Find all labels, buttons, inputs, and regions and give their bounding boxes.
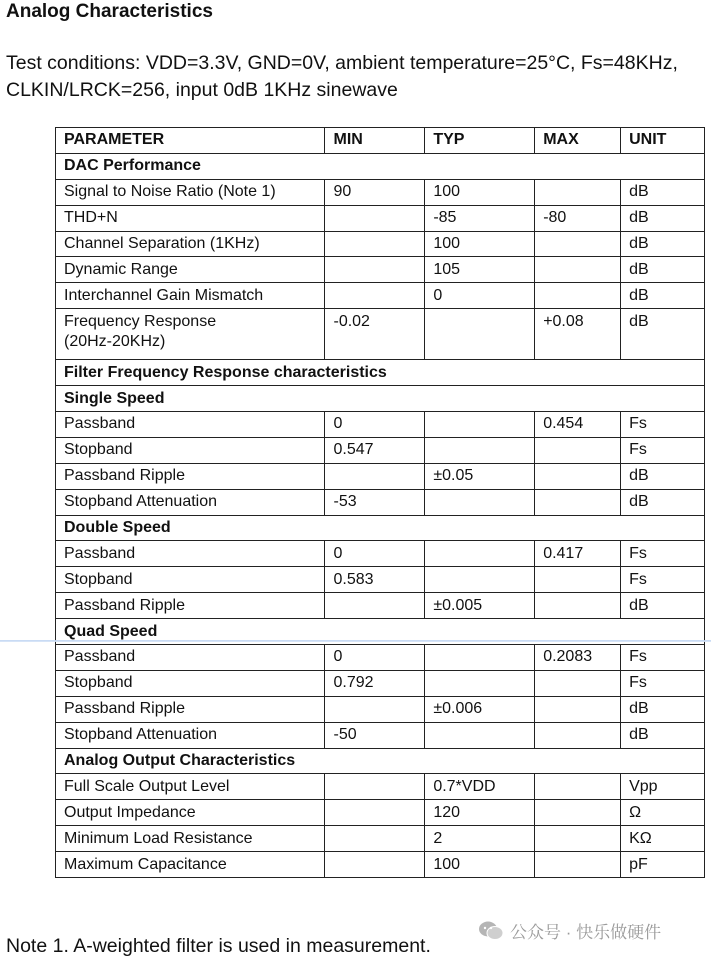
table-row [56, 283, 705, 309]
cell-min [325, 696, 425, 722]
cell-min [325, 852, 425, 878]
cell-unit: Fs [621, 645, 705, 671]
test-conditions: Test conditions: VDD=3.3V, GND=0V, ambient temperature=25°C, Fs=48KHz, CLKIN/LRCK=256, input 0dB 1KHz sinewave [6, 52, 678, 101]
cell-parameter: Passband [56, 645, 325, 671]
cell-typ [425, 722, 535, 748]
cell-max [535, 179, 621, 205]
cell-typ: -85 [425, 205, 535, 231]
cell-parameter: Passband [56, 412, 325, 438]
cell-parameter: Stopband Attenuation [56, 489, 325, 515]
cell-parameter: Stopband [56, 670, 325, 696]
cell-typ: ±0.006 [425, 696, 535, 722]
cell-max [535, 463, 621, 489]
cell-max [535, 567, 621, 593]
table-row [56, 205, 705, 231]
cell-unit: dB [621, 489, 705, 515]
cell-max [535, 257, 621, 283]
cell-unit: Vpp [621, 774, 705, 800]
cell-unit: dB [621, 722, 705, 748]
cell-unit: dB [621, 696, 705, 722]
cell-min: 0 [325, 645, 425, 671]
cell-unit: dB [621, 463, 705, 489]
cell-max: +0.08 [535, 309, 621, 360]
watermark-text: 公众号 · 快乐做硬件 [510, 923, 662, 942]
table-row [56, 852, 705, 878]
section-row [56, 153, 705, 179]
cell-parameter: Passband [56, 541, 325, 567]
cell-max [535, 774, 621, 800]
cell-max: 0.417 [535, 541, 621, 567]
cell-parameter: Output Impedance [56, 800, 325, 826]
section-row [56, 515, 705, 541]
cell-min [325, 231, 425, 257]
table-header-row [56, 128, 705, 154]
cell-unit: Fs [621, 670, 705, 696]
cell-min: 0.583 [325, 567, 425, 593]
cell-typ: 2 [425, 826, 535, 852]
cell-typ [425, 670, 535, 696]
cell-parameter: Dynamic Range [56, 257, 325, 283]
table-row [56, 593, 705, 619]
table-row [56, 437, 705, 463]
cell-unit: Fs [621, 541, 705, 567]
divider-line [0, 640, 711, 642]
table-row [56, 463, 705, 489]
cell-min [325, 283, 425, 309]
cell-min [325, 205, 425, 231]
cell-typ [425, 489, 535, 515]
table-row [56, 645, 705, 671]
section-row [56, 386, 705, 412]
cell-max [535, 696, 621, 722]
cell-max: -80 [535, 205, 621, 231]
table-row [56, 670, 705, 696]
cell-min [325, 257, 425, 283]
cell-max [535, 800, 621, 826]
header-max: MAX [535, 128, 621, 154]
cell-min: -53 [325, 489, 425, 515]
section-title: Quad Speed [56, 619, 705, 645]
analog-characteristics-table [55, 127, 705, 878]
cell-max: 0.2083 [535, 645, 621, 671]
cell-parameter: Stopband Attenuation [56, 722, 325, 748]
header-parameter: PARAMETER [56, 128, 325, 154]
cell-typ: ±0.005 [425, 593, 535, 619]
section-title: Analog Output Characteristics [56, 748, 705, 774]
table-row [56, 309, 705, 360]
cell-typ: 105 [425, 257, 535, 283]
cell-parameter: Full Scale Output Level [56, 774, 325, 800]
cell-parameter: Passband Ripple [56, 593, 325, 619]
cell-min: -50 [325, 722, 425, 748]
table-row [56, 489, 705, 515]
header-typ: TYP [425, 128, 535, 154]
cell-typ: 120 [425, 800, 535, 826]
table-row [56, 826, 705, 852]
cell-parameter: Interchannel Gain Mismatch [56, 283, 325, 309]
cell-parameter: Stopband [56, 567, 325, 593]
cell-min [325, 826, 425, 852]
cell-unit: Fs [621, 437, 705, 463]
cell-min: -0.02 [325, 309, 425, 360]
cell-typ: 100 [425, 852, 535, 878]
cell-max [535, 231, 621, 257]
cell-min [325, 463, 425, 489]
cell-unit: KΩ [621, 826, 705, 852]
cell-max [535, 826, 621, 852]
cell-max: 0.454 [535, 412, 621, 438]
section-title: DAC Performance [56, 153, 705, 179]
cell-unit: dB [621, 179, 705, 205]
cell-min: 90 [325, 179, 425, 205]
cell-typ [425, 412, 535, 438]
table-row [56, 412, 705, 438]
footnote: Note 1. A-weighted filter is used in measurement. [6, 935, 431, 957]
cell-unit: Ω [621, 800, 705, 826]
header-unit: UNIT [621, 128, 705, 154]
watermark [478, 918, 661, 943]
cell-unit: dB [621, 231, 705, 257]
cell-max [535, 670, 621, 696]
cell-min: 0.792 [325, 670, 425, 696]
table-row [56, 179, 705, 205]
cell-typ: 0.7*VDD [425, 774, 535, 800]
cell-typ: 100 [425, 179, 535, 205]
cell-typ [425, 541, 535, 567]
section-title: Single Speed [56, 386, 705, 412]
cell-unit: dB [621, 205, 705, 231]
cell-typ: 0 [425, 283, 535, 309]
section-title: Filter Frequency Response characteristics [56, 360, 705, 386]
cell-min: 0.547 [325, 437, 425, 463]
cell-unit: dB [621, 593, 705, 619]
cell-parameter: Minimum Load Resistance [56, 826, 325, 852]
cell-unit: dB [621, 309, 705, 360]
cell-max [535, 437, 621, 463]
cell-max [535, 722, 621, 748]
cell-parameter: Signal to Noise Ratio (Note 1) [56, 179, 325, 205]
cell-max [535, 283, 621, 309]
cell-parameter: Channel Separation (1KHz) [56, 231, 325, 257]
table-row [56, 541, 705, 567]
table-row [56, 257, 705, 283]
cell-max [535, 489, 621, 515]
cell-parameter: Passband Ripple [56, 696, 325, 722]
cell-typ [425, 645, 535, 671]
section-title: Double Speed [56, 515, 705, 541]
table-row [56, 231, 705, 257]
cell-unit: Fs [621, 567, 705, 593]
cell-min: 0 [325, 412, 425, 438]
cell-unit: pF [621, 852, 705, 878]
cell-parameter: Passband Ripple [56, 463, 325, 489]
cell-parameter: Frequency Response (20Hz-20KHz) [56, 309, 325, 360]
header-min: MIN [325, 128, 425, 154]
cell-parameter: Stopband [56, 437, 325, 463]
document-title: Analog Characteristics [6, 1, 213, 22]
cell-unit: dB [621, 257, 705, 283]
cell-min [325, 800, 425, 826]
table-row [56, 722, 705, 748]
table-row [56, 696, 705, 722]
cell-parameter: THD+N [56, 205, 325, 231]
cell-parameter: Maximum Capacitance [56, 852, 325, 878]
cell-unit: Fs [621, 412, 705, 438]
cell-min [325, 593, 425, 619]
cell-typ [425, 437, 535, 463]
cell-min [325, 774, 425, 800]
cell-typ: ±0.05 [425, 463, 535, 489]
section-row [56, 748, 705, 774]
wechat-icon [478, 920, 504, 942]
cell-max [535, 593, 621, 619]
cell-unit: dB [621, 283, 705, 309]
table-row [56, 800, 705, 826]
table-row [56, 774, 705, 800]
table-row [56, 567, 705, 593]
cell-typ: 100 [425, 231, 535, 257]
section-row [56, 360, 705, 386]
cell-typ [425, 309, 535, 360]
cell-typ [425, 567, 535, 593]
cell-max [535, 852, 621, 878]
cell-min: 0 [325, 541, 425, 567]
